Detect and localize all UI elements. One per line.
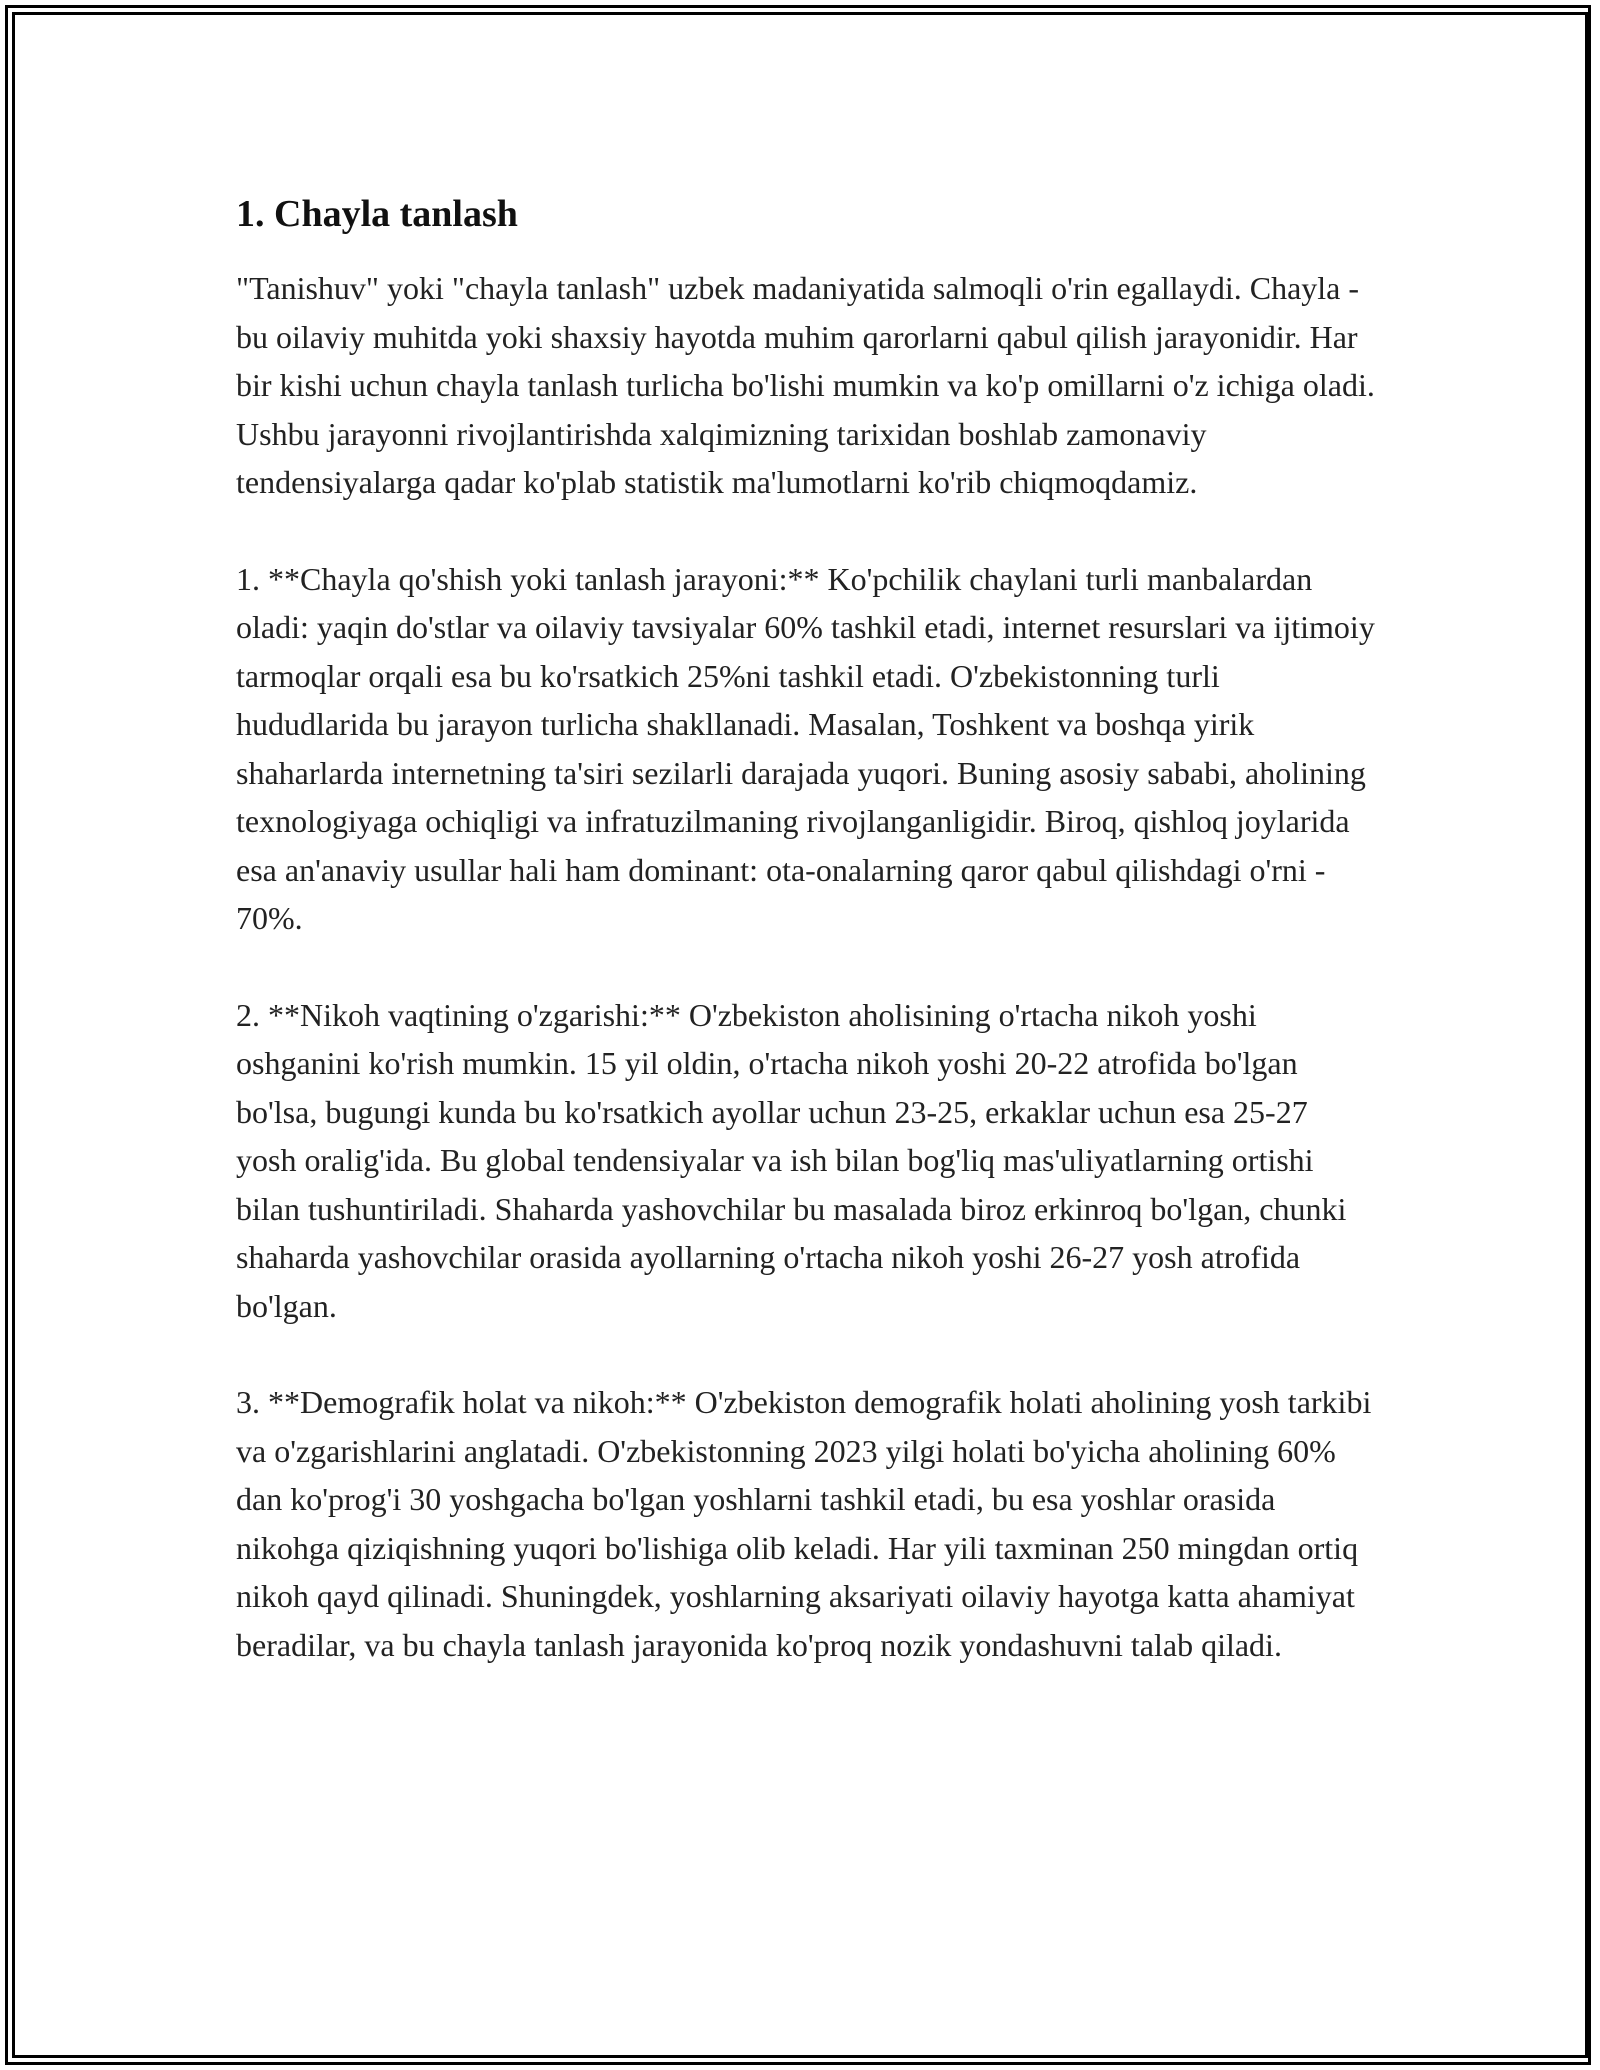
point-3-paragraph: 3. **Demografik holat va nikoh:** O'zbekiston demografik holati aholining yosh tarkibi va o'zgarishlarini anglatadi. O'zbekistonning 2023 yilgi holati bo'yicha aholining 60% dan ko'prog'i 30 yoshgacha bo'lgan yoshlarni tashkil etadi, bu esa yoshlar orasida nikohga qiziqishning yuqori bo'lishiga olib keladi. Har yili taxminan 250 mingdan ortiq nikoh qayd qilinadi. Shuningdek, yoshlarning aksariyati oilaviy hayotga katta ahamiyat beradilar, va bu chayla tanlash jarayonida ko'proq nozik yondashuvni talab qiladi. xyxy=(236,1384,1372,1663)
intro-paragraph: "Tanishuv" yoki "chayla tanlash" uzbek madaniyatida salmoqli o'rin egallaydi. Chayla - bu oilaviy muhitda yoki shaxsiy hayotda muhim qarorlarni qabul qilish jarayonidir. Har bir kishi uchun chayla tanlash turlicha bo'lishi mumkin va ko'p omillarni o'z ichiga oladi. Ushbu jarayonni rivojlantirishda xalqimizning tarixidan boshlab zamonaviy tendensiyalarga qadar ko'plab statistik ma'lumotlarni ko'rib chiqmoqdamiz. xyxy=(236,270,1375,500)
point-1-paragraph: 1. **Chayla qo'shish yoki tanlash jarayoni:** Ko'pchilik chaylani turli manbalardan oladi: yaqin do'stlar va oilaviy tavsiyalar 60% tashkil etadi, internet resurslari va ijtimoiy tarmoqlar orqali esa bu ko'rsatkich 25%ni tashkil etadi. O'zbekistonning turli hududlarida bu jarayon turlicha shakllanadi. Masalan, Toshkent va boshqa yirik shaharlarda internetning ta'siri sezilarli darajada yuqori. Buning asosiy sababi, aholining texnologiyaga ochiqligi va infratuzilmaning rivojlanganligidir. Biroq, qishloq joylarida esa an'anaviy usullar hali ham dominant: ota-onalarning qaror qabul qilishdagi o'rni - 70%. xyxy=(236,560,1375,936)
section-heading: 1. Chayla tanlash xyxy=(236,193,518,235)
document-body xyxy=(236,188,1376,1717)
point-2-paragraph: 2. **Nikoh vaqtining o'zgarishi:** O'zbekiston aholisining o'rtacha nikoh yoshi oshganini ko'rish mumkin. 15 yil oldin, o'rtacha nikoh yoshi 20-22 atrofida bo'lgan bo'lsa, bugungi kunda bu ko'rsatkich ayollar uchun 23-25, erkaklar uchun esa 25-27 yosh oralig'ida. Bu global tendensiyalar va ish bilan bog'liq mas'uliyatlarning ortishi bilan tushuntiriladi. Shaharda yashovchilar bu masalada biroz erkinroq bo'lgan, chunki shaharda yashovchilar orasida ayollarning o'rtacha nikoh yoshi 26-27 yosh atrofida bo'lgan. xyxy=(236,996,1347,1324)
